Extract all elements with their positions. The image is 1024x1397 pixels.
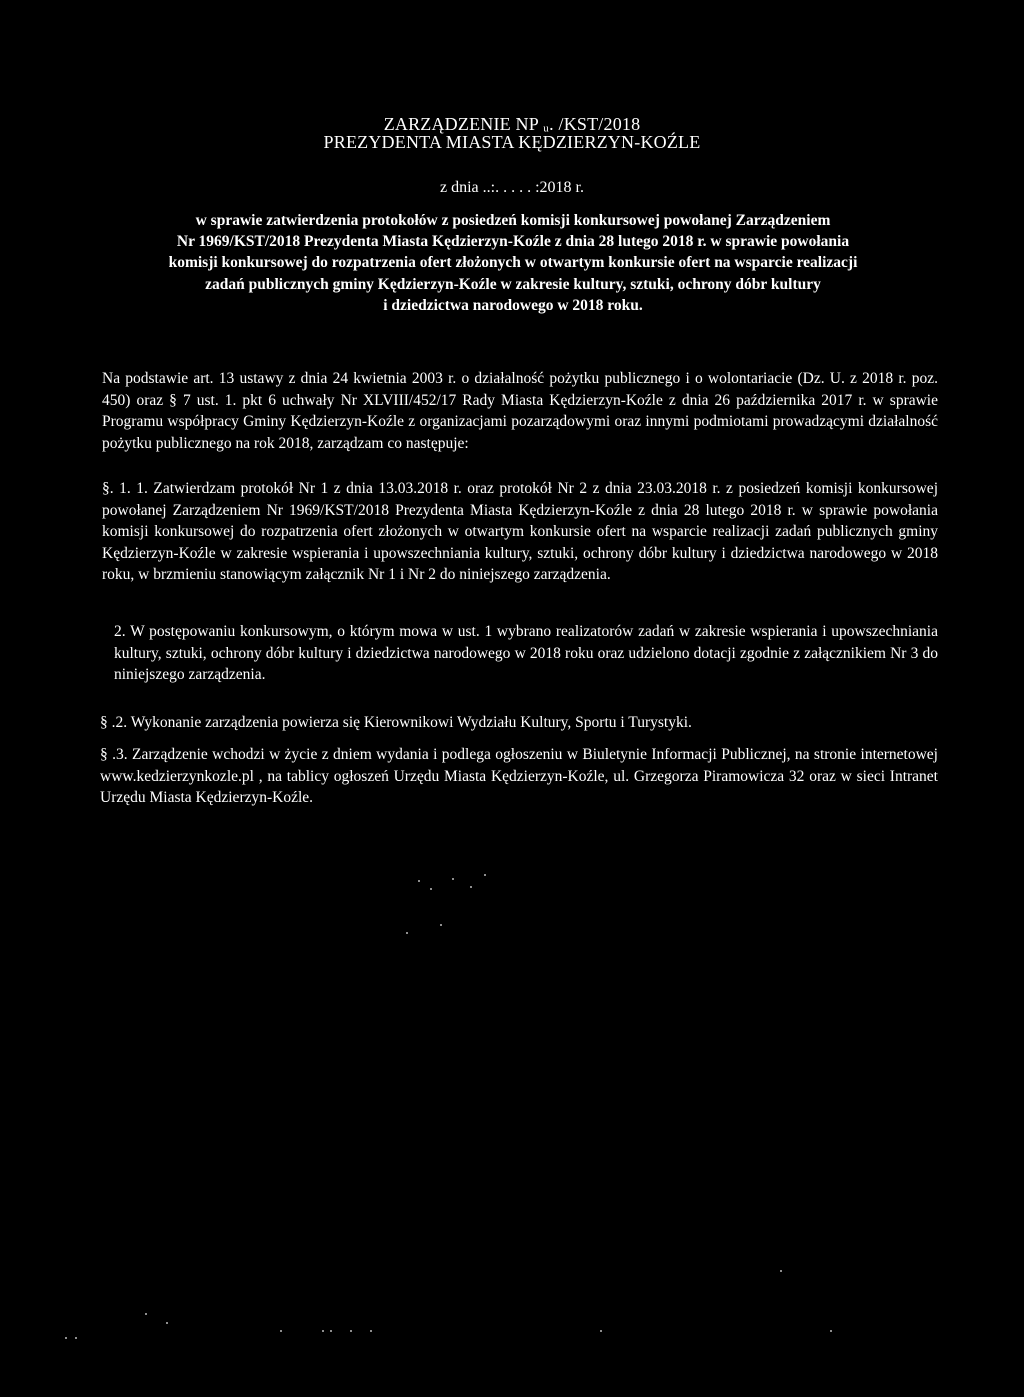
paragraph-1-point-2 xyxy=(86,621,938,686)
subject-line: Nr 1969/KST/2018 Prezydenta Miasta Kędzierzyn-Koźle z dnia 28 lutego 2018 r. w sprawie powołania xyxy=(176,233,850,251)
paragraph-1-point-1 xyxy=(86,478,938,586)
scan-speck xyxy=(145,1313,147,1315)
scan-speck xyxy=(370,1330,372,1332)
scan-speck xyxy=(406,932,408,934)
paragraph-3-text: § .3. Zarządzenie wchodzi w życie z dniem wydania i podlega ogłoszeniu w Biuletynie Informacji Publicznej, na stronie internetowej www.kedzierzynkozle.pl , na tablicy ogłoszeń Urzędu Miasta Kędzierzyn-Koźle, ul. Grzegorza Piramowicza 32 oraz w sieci Intranet Urzędu Miasta Kędzierzyn-Koźle. xyxy=(100,746,938,806)
paragraph-2 xyxy=(86,712,938,734)
document-title: ZARZĄDZENIE NP ᵤ. /KST/2018 xyxy=(383,114,641,134)
paragraph-1-point-1-text: §. 1. 1. Zatwierdzam protokół Nr 1 z dnia 13.03.2018 r. oraz protokół Nr 2 z dnia 23.03.2018 r. z posiedzeń komisji konkursowej powołanej Zarządzeniem Nr 1969/KST/2018 Prezydenta Miasta Kędzierzyn-Koźle z dnia 28 lutego 2018 r. w sprawie powołania komisji konkursowej do rozpatrzenia ofert złożonych w otwartym konkursie ofert na wsparcie realizacji zadań publicznych gminy Kędzierzyn-Koźle w zakresie wspierania i upowszechniania kultury, sztuki, ochrony dóbr kultury i dziedzictwa narodowego w 2018 roku, w brzmieniu stanowiącym załącznik Nr 1 i Nr 2 do niniejszego zarządzenia. xyxy=(102,480,938,583)
scan-speck xyxy=(484,874,486,876)
legal-basis-text: Na podstawie art. 13 ustawy z dnia 24 kwietnia 2003 r. o działalność pożytku publicznego i o wolontariacie (Dz. U. z 2018 r. poz. 450) oraz § 7 ust. 1. pkt 6 uchwały Nr XLVIII/452/17 Rady Miasta Kędzierzyn-Koźle z dnia 26 października 2017 r. w sprawie Programu współpracy Gminy Kędzierzyn-Koźle z organizacjami pozarządowymi oraz innymi podmiotami prowadzącymi działalność pożytku publicznego na rok 2018, zarządzam co następuje: xyxy=(102,370,938,452)
subject-line: i dziedzictwa narodowego w 2018 roku. xyxy=(383,296,643,314)
legal-basis-paragraph xyxy=(86,368,938,454)
scan-speck xyxy=(418,880,420,882)
scan-speck xyxy=(280,1330,282,1332)
scan-speck xyxy=(75,1337,77,1339)
document-issuer: PREZYDENTA MIASTA KĘDZIERZYN-KOŹLE xyxy=(323,132,701,152)
paragraph-2-text: § .2. Wykonanie zarządzenia powierza się Kierownikowi Wydziału Kultury, Sportu i Turystyki. xyxy=(100,714,692,731)
scan-speck xyxy=(600,1330,602,1332)
scan-speck xyxy=(430,888,432,890)
subject-line: w sprawie zatwierdzenia protokołów z posiedzeń komisji konkursowej powołanej Zarządzeniem xyxy=(195,212,831,229)
scan-speck xyxy=(780,1270,782,1272)
scan-speck xyxy=(452,878,454,880)
scan-speck xyxy=(440,924,442,926)
scan-speck xyxy=(830,1330,832,1332)
paragraph-3 xyxy=(86,744,938,809)
document-date: z dnia ..:. . . . . :2018 r. xyxy=(440,179,584,196)
paragraph-1-point-2-text: 2. W postępowaniu konkursowym, o którym mowa w ust. 1 wybrano realizatorów zadań w zakresie wspierania i upowszechniania kultury, sztuki, ochrony dóbr kultury i dziedzictwa narodowego w 2018 roku oraz udzielono dotacji zgodnie z załącznikiem Nr 3 do niniejszego zarządzenia. xyxy=(114,623,938,683)
scan-speck xyxy=(166,1322,168,1324)
scan-speck xyxy=(330,1330,332,1332)
scan-speck xyxy=(350,1330,352,1332)
subject-line: zadań publicznych gminy Kędzierzyn-Koźle w zakresie kultury, sztuki, ochrony dóbr kultury xyxy=(205,275,821,293)
scan-speck xyxy=(322,1330,324,1332)
scan-speck xyxy=(470,886,472,888)
scan-speck xyxy=(65,1337,67,1339)
subject-line: komisji konkursowej do rozpatrzenia ofert złożonych w otwartym konkursie ofert na wsparcie realizacji xyxy=(168,254,858,272)
document-subject xyxy=(90,210,936,316)
